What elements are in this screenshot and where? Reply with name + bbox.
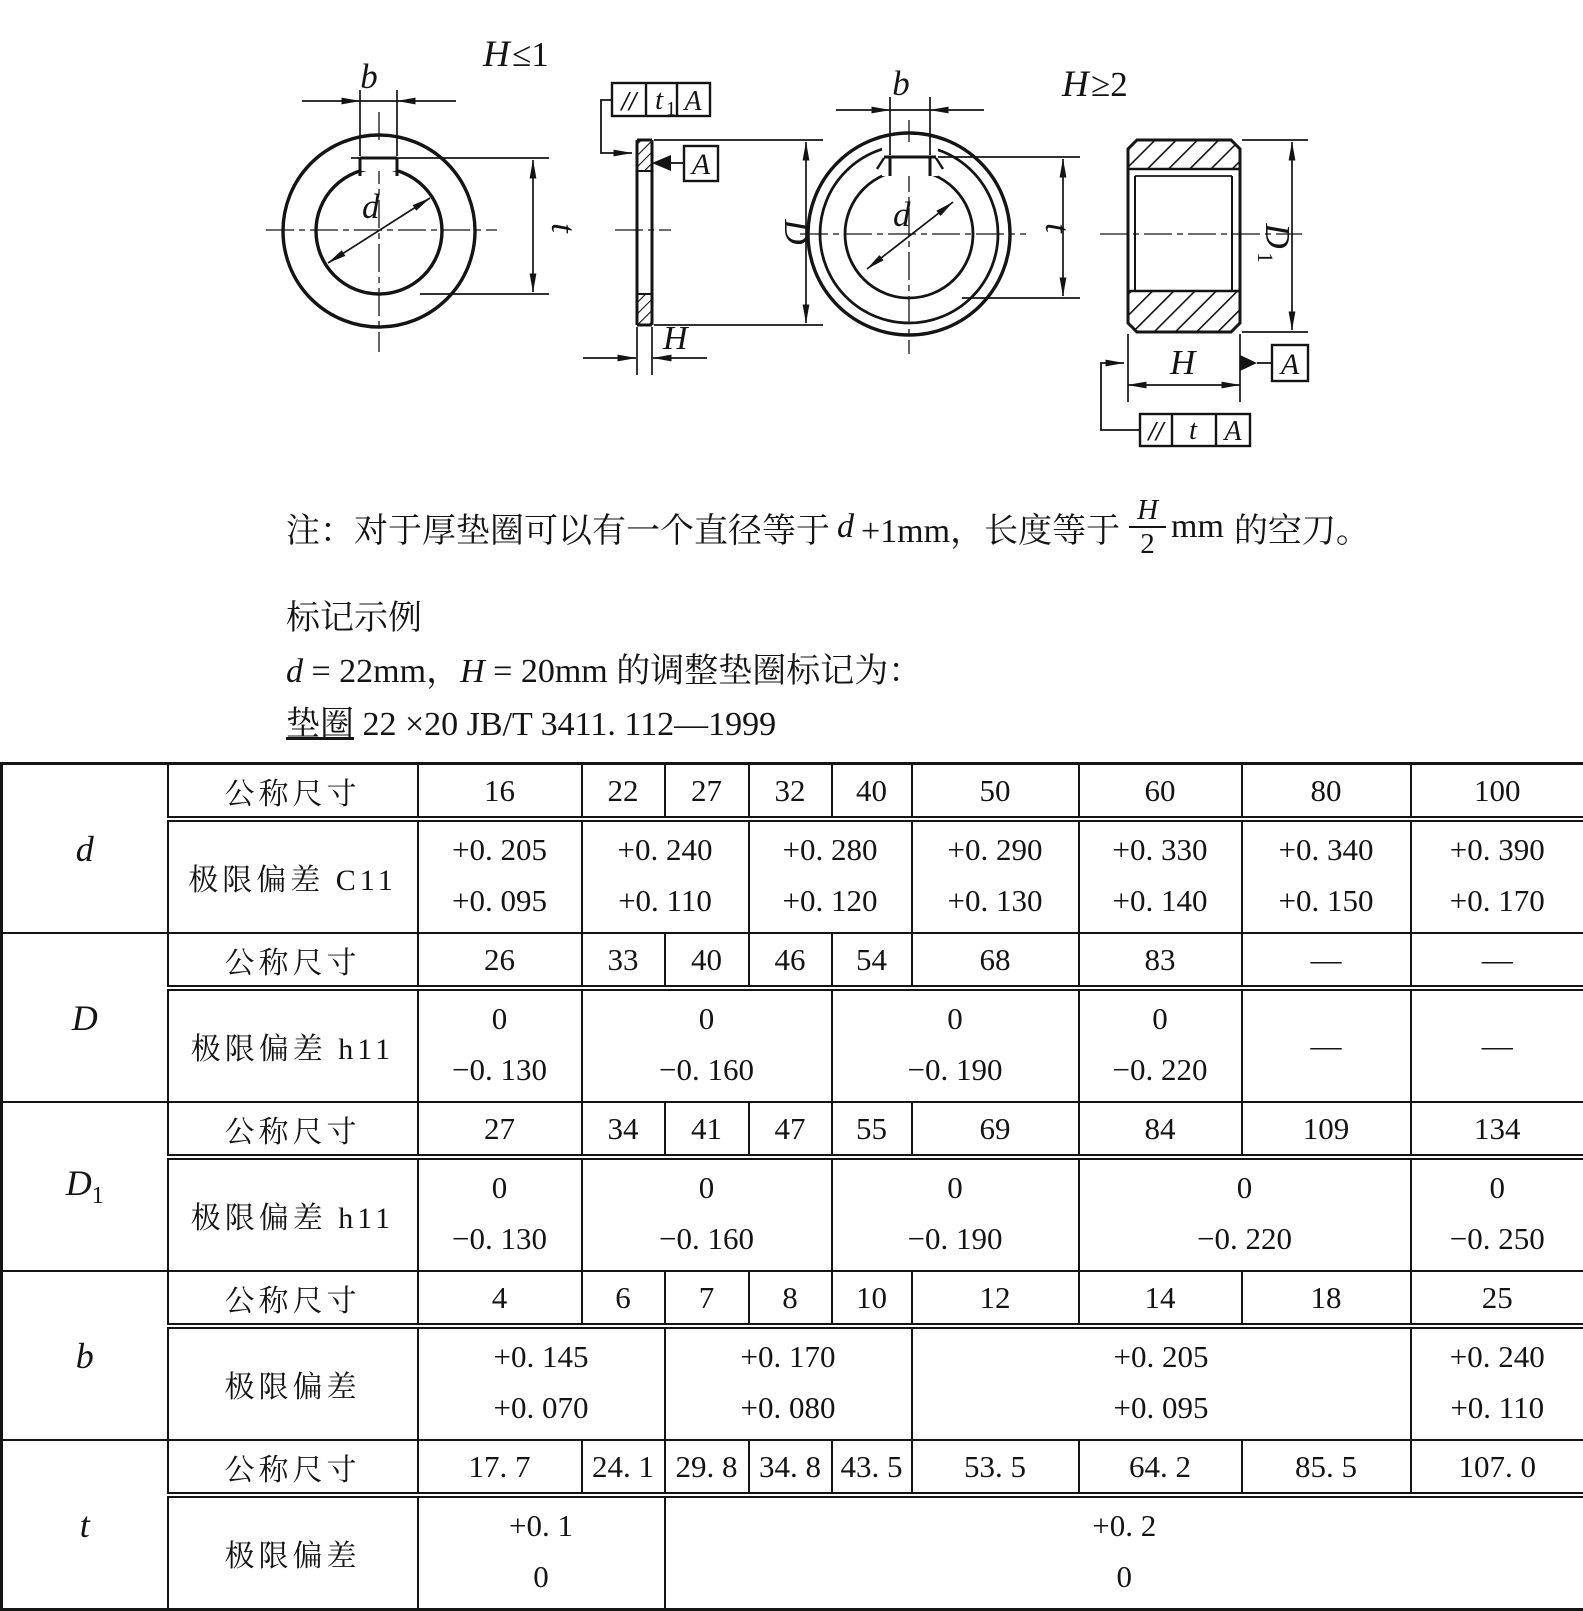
lower-deviation: +0. 150	[1243, 883, 1410, 919]
cell: 84	[1079, 1102, 1242, 1157]
upper-deviation: 0	[583, 1170, 831, 1206]
left-D-label: D	[777, 218, 816, 244]
deviation-cell	[418, 1157, 582, 1271]
lower-deviation: −0. 220	[1080, 1221, 1410, 1257]
left-fcf-tolerance: t	[655, 84, 664, 116]
left-fcf-datum: A	[682, 86, 702, 117]
lower-deviation: +0. 170	[1412, 883, 1583, 919]
left-side-view	[637, 140, 652, 325]
cell: 10	[832, 1271, 912, 1326]
upper-deviation: 0	[1080, 1001, 1241, 1037]
row-t-deviation	[2, 1495, 1583, 1610]
deviation-cell	[1079, 819, 1242, 933]
right-d-label: d	[893, 195, 911, 234]
row-b-deviation	[2, 1326, 1583, 1440]
parallelism-icon: //	[1146, 416, 1166, 446]
dash: —	[1412, 1028, 1583, 1064]
upper-deviation: +0. 330	[1080, 832, 1241, 868]
lower-deviation: −0. 160	[583, 1221, 831, 1257]
cell: 134	[1411, 1102, 1583, 1157]
cell: 22	[582, 764, 665, 820]
param-D1: D	[66, 1163, 92, 1203]
right-fcf-tolerance: t	[1189, 414, 1198, 446]
cell: 68	[912, 933, 1079, 988]
deviation-cell	[418, 1495, 665, 1610]
upper-deviation: 0	[1080, 1170, 1410, 1206]
lower-deviation: 0	[419, 1559, 664, 1595]
cell: 109	[1242, 1102, 1411, 1157]
deviation-cell	[1079, 988, 1242, 1102]
cell: 100	[1411, 764, 1583, 820]
left-centerlines	[266, 112, 671, 352]
marking-example-condition	[286, 645, 922, 698]
nominal-size-label: 公称尺寸	[168, 933, 418, 988]
left-fcf	[601, 83, 710, 153]
cell: 12	[912, 1271, 1079, 1326]
cell: 27	[418, 1102, 582, 1157]
deviation-label: 极限偏差 h11	[168, 1157, 418, 1271]
note-fraction-denominator: 2	[1140, 528, 1155, 560]
param-D: D	[72, 998, 98, 1038]
left-datum-letter: A	[690, 148, 711, 181]
cell: 27	[665, 764, 749, 820]
marking-designation-name: 垫圈	[286, 706, 354, 743]
cell: 53. 5	[912, 1440, 1079, 1495]
upper-deviation: 0	[833, 1170, 1078, 1206]
deviation-cell	[832, 1157, 1079, 1271]
upper-deviation: +0. 170	[666, 1339, 911, 1375]
right-D1-letter: D	[1258, 222, 1297, 248]
lower-deviation: −0. 130	[419, 1221, 581, 1257]
cell: 107. 0	[1411, 1440, 1583, 1495]
deviation-cell	[912, 1326, 1411, 1440]
left-d-label: d	[362, 187, 380, 226]
lower-deviation: +0. 110	[583, 883, 748, 919]
lower-deviation: −0. 190	[833, 1052, 1078, 1088]
note-fraction	[1129, 494, 1166, 561]
cell: 85. 5	[1242, 1440, 1411, 1495]
cell: 7	[665, 1271, 749, 1326]
upper-deviation: 0	[1412, 1170, 1583, 1206]
note-text-2: +1mm，长度等于	[861, 503, 1120, 552]
upper-deviation: +0. 290	[913, 832, 1078, 868]
upper-deviation: +0. 280	[750, 832, 911, 868]
cell: 26	[418, 933, 582, 988]
deviation-cell	[582, 1157, 832, 1271]
left-condition-var: H	[482, 34, 512, 75]
param-d: d	[76, 829, 94, 869]
lower-deviation: +0. 120	[750, 883, 911, 919]
param-label-d	[2, 764, 168, 934]
right-D1-sub: 1	[1253, 252, 1278, 263]
marking-var-d: d	[286, 653, 303, 690]
left-condition-rel: ≤1	[512, 35, 549, 74]
left-b-label: b	[360, 57, 378, 96]
deviation-cell	[582, 988, 832, 1102]
cell: 41	[665, 1102, 749, 1157]
cell: 34	[582, 1102, 665, 1157]
upper-deviation: +0. 205	[419, 832, 581, 868]
note-fraction-numerator: H	[1129, 494, 1166, 528]
right-t-label: t	[1038, 223, 1077, 234]
deviation-cell	[418, 988, 582, 1102]
right-condition-var: H	[1061, 64, 1091, 105]
param-label-D1	[2, 1102, 168, 1271]
deviation-cell	[1411, 819, 1583, 933]
upper-deviation: 0	[583, 1001, 831, 1037]
note-var-d: d	[837, 508, 854, 546]
lower-deviation: +0. 130	[913, 883, 1078, 919]
left-t-dimension	[397, 158, 549, 294]
upper-deviation: +0. 240	[1412, 1339, 1583, 1375]
param-D1-sub: 1	[92, 1184, 104, 1210]
note-text-1: 注：对于厚垫圈可以有一个直径等于	[286, 503, 830, 552]
cell: 69	[912, 1102, 1079, 1157]
cell: 47	[749, 1102, 832, 1157]
marking-var-H: H	[460, 653, 485, 690]
lower-deviation: −0. 160	[583, 1052, 831, 1088]
deviation-label: 极限偏差	[168, 1495, 418, 1610]
row-t-nominal	[2, 1440, 1583, 1495]
lower-deviation: +0. 070	[419, 1390, 664, 1426]
deviation-cell	[749, 819, 912, 933]
left-H-dimension	[583, 327, 707, 375]
lower-deviation: +0. 095	[419, 883, 581, 919]
lower-deviation: +0. 080	[666, 1390, 911, 1426]
right-fcf-datum: A	[1222, 416, 1242, 447]
deviation-cell	[418, 819, 582, 933]
note-text-3: mm	[1171, 508, 1224, 546]
lower-deviation: +0. 140	[1080, 883, 1241, 919]
cell: 54	[832, 933, 912, 988]
param-t: t	[80, 1505, 90, 1545]
left-fcf-tolerance-sub: 1	[666, 98, 676, 120]
nominal-size-label: 公称尺寸	[168, 1440, 418, 1495]
cell: 18	[1242, 1271, 1411, 1326]
parallelism-icon: //	[619, 86, 639, 116]
right-side-view	[1128, 140, 1240, 332]
cell: 24. 1	[582, 1440, 665, 1495]
param-b: b	[76, 1336, 94, 1376]
cell: 32	[749, 764, 832, 820]
deviation-label: 极限偏差 h11	[168, 988, 418, 1102]
row-D1-deviation	[2, 1157, 1583, 1271]
deviation-cell	[1411, 1326, 1583, 1440]
row-D-deviation	[2, 988, 1583, 1102]
upper-deviation: 0	[833, 1001, 1078, 1037]
cell: 25	[1411, 1271, 1583, 1326]
deviation-cell	[832, 988, 1079, 1102]
param-label-b	[2, 1271, 168, 1440]
upper-deviation: +0. 1	[419, 1508, 664, 1544]
washer-technical-drawing	[0, 0, 1583, 470]
cell: 17. 7	[418, 1440, 582, 1495]
lower-deviation: −0. 220	[1080, 1052, 1241, 1088]
deviation-cell	[665, 1326, 912, 1440]
right-D1-label	[1253, 222, 1297, 263]
right-condition-rel: ≥2	[1091, 65, 1128, 104]
marking-designation-rest: 22 ×20 JB/T 3411. 112—1999	[354, 706, 776, 743]
lower-deviation: −0. 190	[833, 1221, 1078, 1257]
cell: 29. 8	[665, 1440, 749, 1495]
cell: 60	[1079, 764, 1242, 820]
marking-seg-2: = 20mm 的调整垫圈标记为：	[485, 653, 923, 690]
dimension-table	[0, 762, 1583, 1611]
row-D-nominal	[2, 933, 1583, 988]
deviation-cell	[665, 1495, 1583, 1610]
cell: 46	[749, 933, 832, 988]
lower-deviation: 0	[666, 1559, 1583, 1595]
left-t-label: t	[544, 223, 583, 234]
row-b-nominal	[2, 1271, 1583, 1326]
deviation-cell-dash	[1242, 988, 1411, 1102]
upper-deviation: 0	[419, 1001, 581, 1037]
deviation-cell	[582, 819, 749, 933]
right-H-label: H	[1169, 343, 1197, 382]
lower-deviation: +0. 110	[1412, 1390, 1583, 1426]
upper-deviation: 0	[419, 1170, 581, 1206]
note-text-4: 的空刀。	[1234, 503, 1370, 552]
cell: 55	[832, 1102, 912, 1157]
deviation-cell	[912, 819, 1079, 933]
right-b-label: b	[892, 64, 910, 103]
cell: 50	[912, 764, 1079, 820]
cell: —	[1242, 933, 1411, 988]
upper-deviation: +0. 340	[1243, 832, 1410, 868]
left-drawing	[266, 34, 823, 375]
lower-deviation: −0. 130	[419, 1052, 581, 1088]
cell: 43. 5	[832, 1440, 912, 1495]
cell: 83	[1079, 933, 1242, 988]
row-d-nominal	[2, 764, 1583, 820]
row-d-deviation	[2, 819, 1583, 933]
lower-deviation: +0. 095	[913, 1390, 1410, 1426]
upper-deviation: +0. 2	[666, 1508, 1583, 1544]
deviation-label: 极限偏差 C11	[168, 819, 418, 933]
cell: 8	[749, 1271, 832, 1326]
deviation-cell	[1242, 819, 1411, 933]
nominal-size-label: 公称尺寸	[168, 1102, 418, 1157]
param-label-D	[2, 933, 168, 1102]
cell: 4	[418, 1271, 582, 1326]
nominal-size-label: 公称尺寸	[168, 1271, 418, 1326]
right-datum-letter: A	[1279, 348, 1300, 381]
marking-example	[286, 592, 922, 751]
cell: —	[1411, 933, 1583, 988]
upper-deviation: +0. 205	[913, 1339, 1410, 1375]
upper-deviation: +0. 390	[1412, 832, 1583, 868]
left-H-label: H	[662, 320, 690, 357]
row-D1-nominal	[2, 1102, 1583, 1157]
deviation-cell	[418, 1326, 665, 1440]
param-label-t	[2, 1440, 168, 1610]
deviation-label: 极限偏差	[168, 1326, 418, 1440]
nominal-size-label: 公称尺寸	[168, 764, 418, 820]
cell: 6	[582, 1271, 665, 1326]
lower-deviation: −0. 250	[1412, 1221, 1583, 1257]
cell: 64. 2	[1079, 1440, 1242, 1495]
right-drawing	[800, 64, 1308, 447]
marking-designation	[286, 698, 922, 751]
cell: 40	[832, 764, 912, 820]
upper-deviation: +0. 145	[419, 1339, 664, 1375]
deviation-cell-dash	[1411, 988, 1583, 1102]
cell: 34. 8	[749, 1440, 832, 1495]
marking-seg-1: = 22mm，	[303, 653, 460, 690]
deviation-cell	[1079, 1157, 1411, 1271]
dash: —	[1243, 1028, 1410, 1064]
cell: 80	[1242, 764, 1411, 820]
cell: 33	[582, 933, 665, 988]
cell: 16	[418, 764, 582, 820]
marking-example-title: 标记示例	[286, 592, 922, 645]
note-line	[286, 494, 1370, 561]
upper-deviation: +0. 240	[583, 832, 748, 868]
deviation-cell	[1411, 1157, 1583, 1271]
cell: 40	[665, 933, 749, 988]
cell: 14	[1079, 1271, 1242, 1326]
